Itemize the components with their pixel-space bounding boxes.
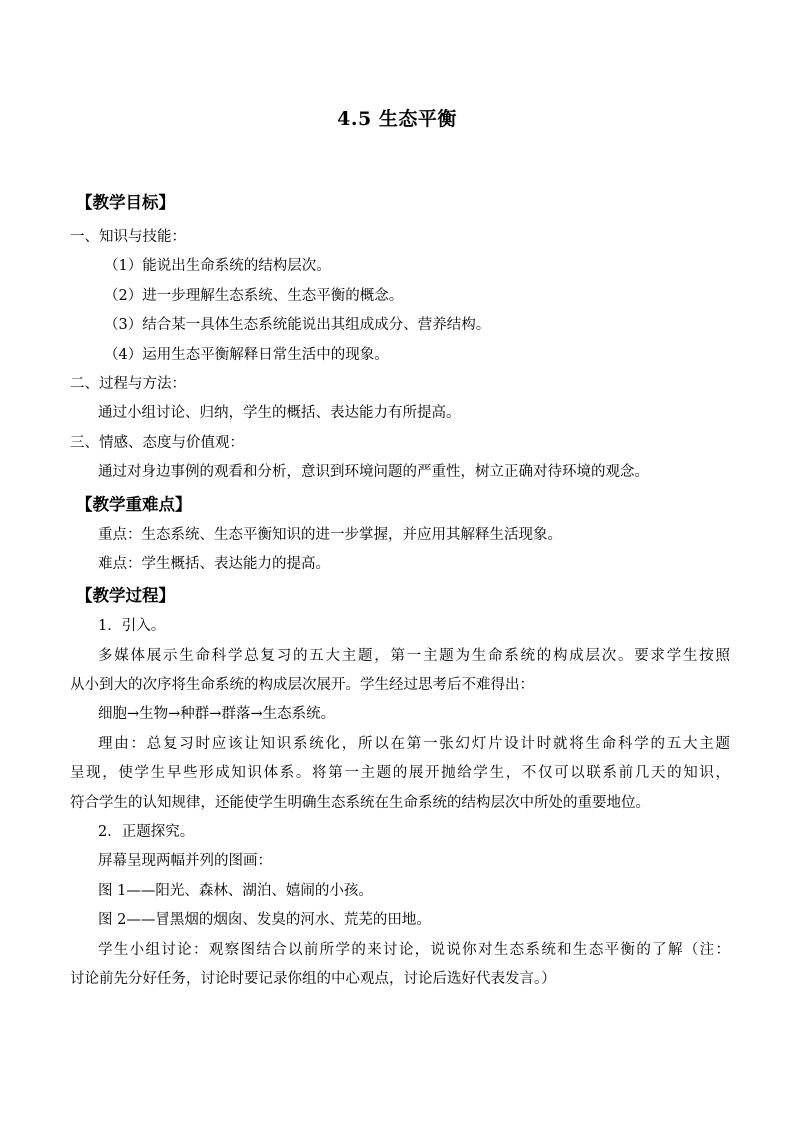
knowledge-item: （1）能说出生命系统的结构层次。 bbox=[104, 258, 331, 275]
reason-line: 理由：总复习时应该让知识系统化，所以在第一张幻灯片设计时就将生命科学的五大主题 bbox=[98, 735, 730, 752]
discussion-line: 学生小组讨论：观察图结合以前所学的来讨论，说说你对生态系统和生态平衡的了解（注： bbox=[98, 941, 730, 958]
knowledge-label: 一、知识与技能： bbox=[70, 229, 186, 245]
reason-line: 呈现，使学生早些形成知识体系。将第一主题的展开抛给学生，不仅可以联系前几天的知识， bbox=[70, 765, 730, 782]
emotion-text: 通过对身边事例的观看和分析，意识到环境问题的严重性，树立正确对待环境的观念。 bbox=[98, 464, 649, 481]
process-text: 通过小组讨论、归纳，学生的概括、表达能力有所提高。 bbox=[98, 405, 461, 422]
step-2-title: 2．正题探究。 bbox=[98, 824, 195, 841]
section-heading-key-points: 【教学重难点】 bbox=[76, 494, 192, 514]
knowledge-item: （2）进一步理解生态系统、生态平衡的概念。 bbox=[104, 287, 404, 304]
knowledge-item: （3）结合某一具体生态系统能说出其组成成分、营养结构。 bbox=[104, 317, 491, 334]
discussion-line: 讨论前先分好任务，讨论时要记录你组的中心观点，讨论后选好代表发言。） bbox=[70, 970, 556, 987]
paragraph-line: 多媒体展示生命科学总复习的五大主题，第一主题为生命系统的构成层次。要求学生按照 bbox=[98, 647, 730, 664]
section-heading-objectives: 【教学目标】 bbox=[76, 193, 175, 212]
reason-line: 符合学生的认知规律，还能使学生明确生态系统在生命系统的结构层次中所处的重要地位。 bbox=[70, 794, 650, 811]
process-label: 二、过程与方法： bbox=[70, 375, 186, 392]
step-1-title: 1．引入。 bbox=[98, 618, 166, 635]
emotion-label: 三、情感、态度与价值观： bbox=[70, 434, 244, 451]
difficulty-text: 难点：学生概括、表达能力的提高。 bbox=[98, 555, 330, 572]
figure-2-description: 图 2——冒黑烟的烟囱、发臭的河水、荒芜的田地。 bbox=[98, 912, 431, 929]
screen-text: 屏幕呈现两幅并列的图画： bbox=[98, 853, 272, 870]
document-title: 4.5 生态平衡 bbox=[337, 108, 457, 130]
paragraph-line: 从小到大的次序将生命系统的构成层次展开。学生经过思考后不难得出： bbox=[70, 677, 534, 694]
figure-1-description: 图 1——阳光、森林、湖泊、嬉闹的小孩。 bbox=[98, 882, 373, 899]
section-heading-process: 【教学过程】 bbox=[76, 586, 175, 606]
key-point-text: 重点：生态系统、生态平衡知识的进一步掌握，并应用其解释生活现象。 bbox=[98, 526, 562, 543]
knowledge-item: （4）运用生态平衡解释日常生活中的现象。 bbox=[104, 346, 389, 363]
document-body bbox=[70, 186, 730, 994]
hierarchy-chain: 细胞→生物→种群→群落→生态系统。 bbox=[98, 706, 336, 723]
